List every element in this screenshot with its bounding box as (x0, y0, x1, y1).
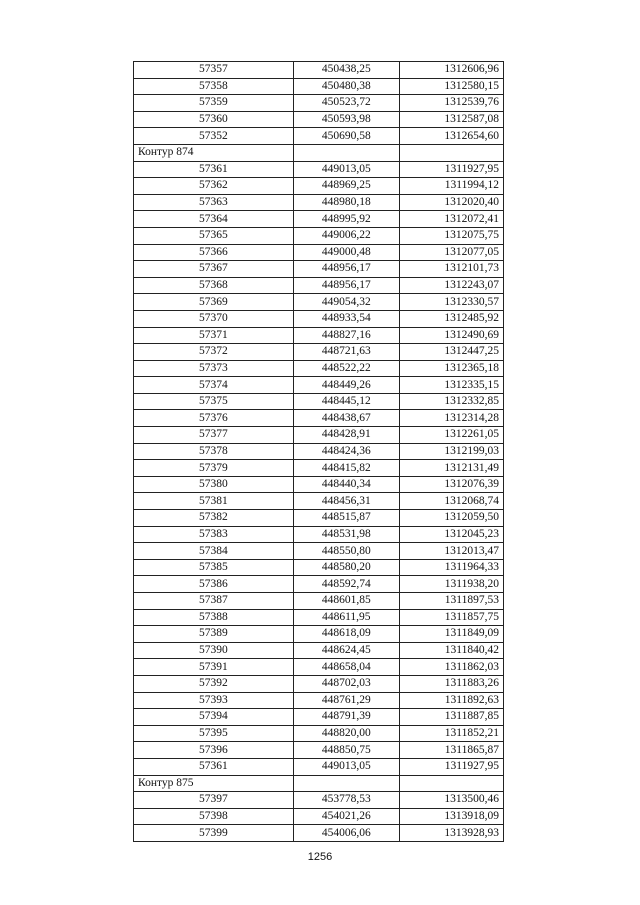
y-coordinate-cell: 1312101,73 (399, 261, 503, 278)
point-number-cell: 57397 (134, 792, 294, 809)
table-row (134, 360, 504, 377)
table-row (134, 576, 504, 593)
table-row (134, 593, 504, 610)
empty-cell (399, 775, 503, 792)
point-number-cell: 57365 (134, 227, 294, 244)
point-number-cell: 57357 (134, 62, 294, 79)
point-number-cell: 57388 (134, 609, 294, 626)
y-coordinate-cell: 1311857,75 (399, 609, 503, 626)
point-number-cell: 57381 (134, 493, 294, 510)
point-number-cell: 57359 (134, 95, 294, 112)
point-number-cell: 57363 (134, 194, 294, 211)
y-coordinate-cell: 1312654,60 (399, 128, 503, 145)
point-number-cell: 57362 (134, 178, 294, 195)
point-number-cell: 57383 (134, 526, 294, 543)
point-number-cell: 57385 (134, 559, 294, 576)
x-coordinate-cell: 448827,16 (293, 327, 399, 344)
y-coordinate-cell: 1311964,33 (399, 559, 503, 576)
table-row (134, 427, 504, 444)
table-row (134, 609, 504, 626)
x-coordinate-cell: 448440,34 (293, 476, 399, 493)
table-row (134, 543, 504, 560)
contour-label: Контур 874 (134, 144, 294, 161)
y-coordinate-cell: 1312072,41 (399, 211, 503, 228)
y-coordinate-cell: 1311897,53 (399, 593, 503, 610)
table-row (134, 327, 504, 344)
table-row (134, 294, 504, 311)
x-coordinate-cell: 449000,48 (293, 244, 399, 261)
x-coordinate-cell: 448618,09 (293, 626, 399, 643)
y-coordinate-cell: 1312068,74 (399, 493, 503, 510)
x-coordinate-cell: 448933,54 (293, 310, 399, 327)
table-row (134, 377, 504, 394)
y-coordinate-cell: 1312314,28 (399, 410, 503, 427)
y-coordinate-cell: 1312447,25 (399, 344, 503, 361)
point-number-cell: 57371 (134, 327, 294, 344)
y-coordinate-cell: 1312243,07 (399, 277, 503, 294)
x-coordinate-cell: 454006,06 (293, 825, 399, 842)
y-coordinate-cell: 1312485,92 (399, 310, 503, 327)
x-coordinate-cell: 448522,22 (293, 360, 399, 377)
y-coordinate-cell: 1311938,20 (399, 576, 503, 593)
table-row (134, 626, 504, 643)
x-coordinate-cell: 450438,25 (293, 62, 399, 79)
table-row (134, 393, 504, 410)
y-coordinate-cell: 1311862,03 (399, 659, 503, 676)
point-number-cell: 57361 (134, 758, 294, 775)
y-coordinate-cell: 1312335,15 (399, 377, 503, 394)
y-coordinate-cell: 1313500,46 (399, 792, 503, 809)
y-coordinate-cell: 1311892,63 (399, 692, 503, 709)
x-coordinate-cell: 448580,20 (293, 559, 399, 576)
y-coordinate-cell: 1312365,18 (399, 360, 503, 377)
empty-cell (293, 775, 399, 792)
point-number-cell: 57386 (134, 576, 294, 593)
point-number-cell: 57387 (134, 593, 294, 610)
y-coordinate-cell: 1311883,26 (399, 675, 503, 692)
y-coordinate-cell: 1311865,87 (399, 742, 503, 759)
point-number-cell: 57393 (134, 692, 294, 709)
point-number-cell: 57382 (134, 510, 294, 527)
table-row (134, 460, 504, 477)
point-number-cell: 57375 (134, 393, 294, 410)
point-number-cell: 57384 (134, 543, 294, 560)
table-row (134, 194, 504, 211)
x-coordinate-cell: 450690,58 (293, 128, 399, 145)
table-row (134, 526, 504, 543)
point-number-cell: 57380 (134, 476, 294, 493)
x-coordinate-cell: 454021,26 (293, 808, 399, 825)
table-row (134, 128, 504, 145)
table-row (134, 178, 504, 195)
table-row (134, 277, 504, 294)
y-coordinate-cell: 1311849,09 (399, 626, 503, 643)
y-coordinate-cell: 1311994,12 (399, 178, 503, 195)
y-coordinate-cell: 1312261,05 (399, 427, 503, 444)
x-coordinate-cell: 448850,75 (293, 742, 399, 759)
point-number-cell: 57368 (134, 277, 294, 294)
point-number-cell: 57360 (134, 111, 294, 128)
x-coordinate-cell: 453778,53 (293, 792, 399, 809)
table-row (134, 227, 504, 244)
table-row (134, 78, 504, 95)
table-row (134, 244, 504, 261)
x-coordinate-cell: 448980,18 (293, 194, 399, 211)
point-number-cell: 57374 (134, 377, 294, 394)
table-row (134, 675, 504, 692)
y-coordinate-cell: 1312075,75 (399, 227, 503, 244)
point-number-cell: 57369 (134, 294, 294, 311)
table-row (134, 62, 504, 79)
y-coordinate-cell: 1312045,23 (399, 526, 503, 543)
x-coordinate-cell: 448428,91 (293, 427, 399, 444)
x-coordinate-cell: 448531,98 (293, 526, 399, 543)
page-number: 1256 (307, 851, 333, 863)
x-coordinate-cell: 449006,22 (293, 227, 399, 244)
point-number-cell: 57370 (134, 310, 294, 327)
point-number-cell: 57389 (134, 626, 294, 643)
point-number-cell: 57366 (134, 244, 294, 261)
point-number-cell: 57398 (134, 808, 294, 825)
x-coordinate-cell: 450523,72 (293, 95, 399, 112)
table-row (134, 344, 504, 361)
point-number-cell: 57358 (134, 78, 294, 95)
point-number-cell: 57396 (134, 742, 294, 759)
x-coordinate-cell: 449054,32 (293, 294, 399, 311)
x-coordinate-cell: 448721,63 (293, 344, 399, 361)
x-coordinate-cell: 449013,05 (293, 161, 399, 178)
table-row (134, 692, 504, 709)
table-row (134, 742, 504, 759)
x-coordinate-cell: 448550,80 (293, 543, 399, 560)
table-row (134, 476, 504, 493)
y-coordinate-cell: 1312059,50 (399, 510, 503, 527)
point-number-cell: 57395 (134, 725, 294, 742)
x-coordinate-cell: 448424,36 (293, 443, 399, 460)
point-number-cell: 57373 (134, 360, 294, 377)
point-number-cell: 57394 (134, 709, 294, 726)
table-row (134, 261, 504, 278)
table-row (134, 493, 504, 510)
table-row (134, 659, 504, 676)
point-number-cell: 57352 (134, 128, 294, 145)
table-row (134, 825, 504, 842)
y-coordinate-cell: 1313928,93 (399, 825, 503, 842)
x-coordinate-cell: 448820,00 (293, 725, 399, 742)
point-number-cell: 57364 (134, 211, 294, 228)
coordinates-table (133, 61, 504, 842)
table-row (134, 443, 504, 460)
table-row (134, 709, 504, 726)
point-number-cell: 57376 (134, 410, 294, 427)
contour-header-row (134, 144, 504, 161)
point-number-cell: 57377 (134, 427, 294, 444)
x-coordinate-cell: 448592,74 (293, 576, 399, 593)
y-coordinate-cell: 1311927,95 (399, 161, 503, 178)
empty-cell (399, 144, 503, 161)
table-row (134, 642, 504, 659)
x-coordinate-cell: 448601,85 (293, 593, 399, 610)
table-row (134, 410, 504, 427)
x-coordinate-cell: 448415,82 (293, 460, 399, 477)
x-coordinate-cell: 448445,12 (293, 393, 399, 410)
table-row (134, 310, 504, 327)
x-coordinate-cell: 448956,17 (293, 261, 399, 278)
x-coordinate-cell: 450480,38 (293, 78, 399, 95)
y-coordinate-cell: 1312587,08 (399, 111, 503, 128)
x-coordinate-cell: 448449,26 (293, 377, 399, 394)
point-number-cell: 57399 (134, 825, 294, 842)
point-number-cell: 57392 (134, 675, 294, 692)
table-row (134, 559, 504, 576)
y-coordinate-cell: 1311927,95 (399, 758, 503, 775)
table-row (134, 510, 504, 527)
contour-label: Контур 875 (134, 775, 294, 792)
x-coordinate-cell: 448956,17 (293, 277, 399, 294)
y-coordinate-cell: 1312490,69 (399, 327, 503, 344)
coordinates-table-body (134, 62, 504, 842)
point-number-cell: 57361 (134, 161, 294, 178)
x-coordinate-cell: 448995,92 (293, 211, 399, 228)
x-coordinate-cell: 448761,29 (293, 692, 399, 709)
point-number-cell: 57372 (134, 344, 294, 361)
x-coordinate-cell: 448611,95 (293, 609, 399, 626)
table-row (134, 725, 504, 742)
y-coordinate-cell: 1312077,05 (399, 244, 503, 261)
table-row (134, 792, 504, 809)
x-coordinate-cell: 450593,98 (293, 111, 399, 128)
table-row (134, 211, 504, 228)
x-coordinate-cell: 448969,25 (293, 178, 399, 195)
y-coordinate-cell: 1312020,40 (399, 194, 503, 211)
point-number-cell: 57367 (134, 261, 294, 278)
x-coordinate-cell: 448702,03 (293, 675, 399, 692)
y-coordinate-cell: 1312606,96 (399, 62, 503, 79)
y-coordinate-cell: 1312199,03 (399, 443, 503, 460)
table-row (134, 111, 504, 128)
y-coordinate-cell: 1312580,15 (399, 78, 503, 95)
table-row (134, 808, 504, 825)
point-number-cell: 57378 (134, 443, 294, 460)
y-coordinate-cell: 1312076,39 (399, 476, 503, 493)
contour-header-row (134, 775, 504, 792)
table-row (134, 161, 504, 178)
point-number-cell: 57379 (134, 460, 294, 477)
point-number-cell: 57391 (134, 659, 294, 676)
y-coordinate-cell: 1312539,76 (399, 95, 503, 112)
point-number-cell: 57390 (134, 642, 294, 659)
x-coordinate-cell: 449013,05 (293, 758, 399, 775)
y-coordinate-cell: 1313918,09 (399, 808, 503, 825)
y-coordinate-cell: 1312330,57 (399, 294, 503, 311)
x-coordinate-cell: 448456,31 (293, 493, 399, 510)
y-coordinate-cell: 1311840,42 (399, 642, 503, 659)
y-coordinate-cell: 1312332,85 (399, 393, 503, 410)
x-coordinate-cell: 448658,04 (293, 659, 399, 676)
table-row (134, 758, 504, 775)
x-coordinate-cell: 448515,87 (293, 510, 399, 527)
empty-cell (293, 144, 399, 161)
x-coordinate-cell: 448438,67 (293, 410, 399, 427)
x-coordinate-cell: 448624,45 (293, 642, 399, 659)
x-coordinate-cell: 448791,39 (293, 709, 399, 726)
y-coordinate-cell: 1312131,49 (399, 460, 503, 477)
y-coordinate-cell: 1312013,47 (399, 543, 503, 560)
table-row (134, 95, 504, 112)
y-coordinate-cell: 1311887,85 (399, 709, 503, 726)
y-coordinate-cell: 1311852,21 (399, 725, 503, 742)
